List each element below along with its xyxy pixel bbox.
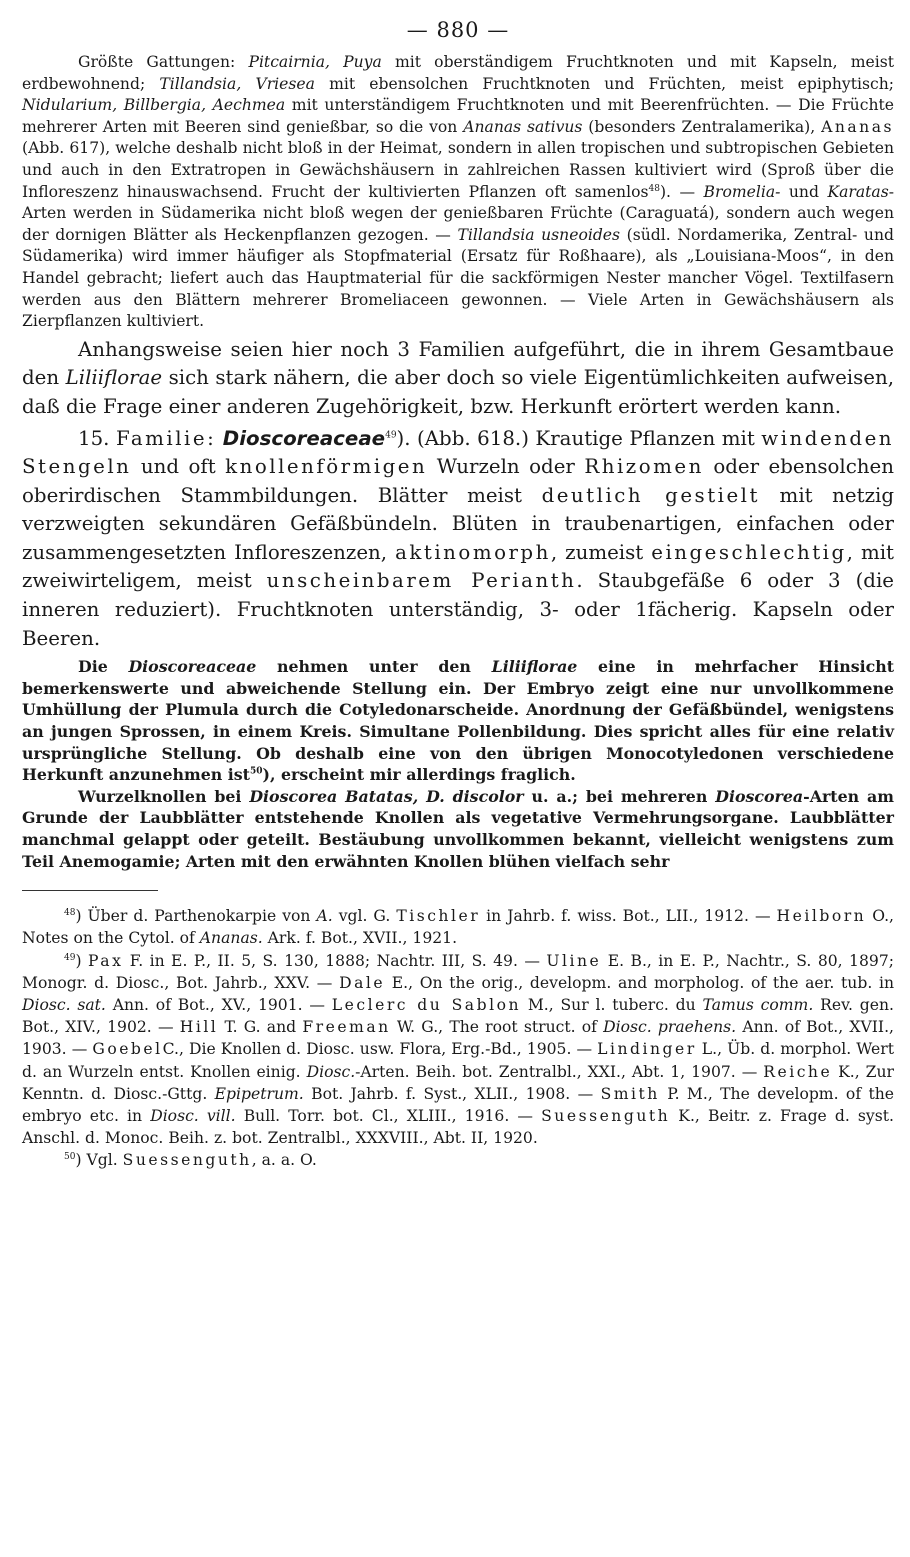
page [22, 18, 894, 1172]
footnote-divider [22, 890, 158, 891]
footnote-50: $^{50}$) Vgl. Suessenguth, a. a. O. [64, 1151, 317, 1170]
footnote-ref-48[interactable]: 48 [648, 183, 660, 194]
page-number: — 880 — [406, 18, 510, 42]
family-name: Dioscoreaceae [222, 426, 386, 450]
footnote-48: $^{48}$) Über d. Parthenokarpie von A. vgl. G. Tischler in Jahrb. f. wiss. Bot., LII., 1912. — Heilborn O., Notes on the Cytol. of Ananas. Ark. f. Bot., XVII., 1921. [22, 907, 895, 948]
paragraph-appendix-families: Anhangsweise seien hier noch 3 Familien aufgeführt, die in ihrem Gesamtbaue den Liliiflorae sich stark nähern, die aber doch so viele Eigentümlichkeiten aufweisen, daß die Frage einer anderen Zugehörigkeit, bzw. Herkunft erörtert werden kann. [22, 337, 894, 418]
paragraph-family-15-dioscoreaceae: 15. Familie: Dioscoreaceae$^{49}$). (Abb. 618.) Krautige Pflanzen mit windenden Stengeln und oft knollenförmigen Wurzeln oder Rhizomen oder ebensolchen oberirdischen Stammbildungen. Blätter meist deutlich gestielt mit netzig verzweigten sekundären Gefäßbündeln. Blüten in traubenartigen, einfachen oder zusammengesetzten Infloreszenzen, aktinomorph, zumeist eingeschlechtig, mit zweiwirteligem, meist unscheinbarem Perianth. Staubgefäße 6 oder 3 (die inneren reduziert). Fruchtknoten unterständig, 3- oder 1fächerig. Kapseln oder Beeren. [22, 426, 895, 650]
footnote-49: $^{49}$) Pax F. in E. P., II. 5, S. 130, 1888; Nachtr. III, S. 49. — Uline E. B., in E. P., Nachtr., S. 80, 1897; Monogr. d. Diosc., Bot. Jahrb., XXV. — Dale E., On the orig., developm. and morpholog. of the aer. tub. in Diosc. sat. Ann. of Bot., XV., 1901. — Leclerc du Sablon M., Sur l. tuberc. du Tamus comm. Rev. gen. Bot., XIV., 1902. — Hill T. G. and Freeman W. G., The root struct. of Diosc. praehens. Ann. of Bot., XVII., 1903. — GoebelC., Die Knollen d. Diosc. usw. Flora, Erg.-Bd., 1905. — Lindinger L., Üb. d. morphol. Wert d. an Wurzeln entst. Knollen einig. Diosc.-Arten. Beih. bot. Zentralbl., XXI., Abt. 1, 1907. — Reiche K., Zur Kenntn. d. Diosc.-Gttg. Epipetrum. Bot. Jahrb. f. Syst., XLII., 1908. — Smith P. M., The developm. of the embryo etc. in Diosc. vill. Bull. Torr. bot. Cl., XLIII., 1916. — Suessenguth K., Beitr. z. Frage d. syst. Anschl. d. Monoc. Beih. z. bot. Zentralbl., XXXVIII., Abt. II, 1920. [22, 951, 895, 1148]
footnote-ref-50[interactable]: 50 [249, 766, 263, 777]
paragraph-dioscoreaceae-position: Die Dioscoreaceae nehmen unter den Liliiflorae eine in mehrfacher Hinsicht bemerkenswerte und abweichende Stellung ein. Der Embryo zeigt eine nur unvollkommene Umhüllung der Plumula durch die Cotyledonarscheide. Anordnung der Gefäßbündel, wenigstens an jungen Sprossen, in einem Kreis. Simultane Pollenbildung. Dies spricht alles für eine relativ ursprüngliche Stellung. Ob deshalb eine von den übrigen Monocotyledonen verschiedene Herkunft anzunehmen ist$^{50}$), erscheint mir allerdings fraglich. [22, 657, 895, 785]
paragraph-root-tubers: Wurzelknollen bei Dioscorea Batatas, D. discolor u. a.; bei mehreren Dioscorea-Arten am Grunde der Laubblätter entstehende Knollen als vegetative Vermehrungsorgane. Laubblätter manchmal gelappt oder geteilt. Bestäubung unvollkommen bekannt, vielleicht wenigstens zum Teil Anemogamie; Arten mit den erwähnten Knollen blühen vielfach sehr [22, 786, 894, 871]
paragraph-bromeliaceae-genera: Größte Gattungen: Pitcairnia, Puya mit oberständigem Fruchtknoten und mit Kapseln, meist erdbewohnend; Tillandsia, Vriesea mit ebensolchen Fruchtknoten und Früchten, meist epiphytisch; Nidularium, Billbergia, Aechmea mit unterständigem Fruchtknoten und mit Beerenfrüchten. — Die Früchte mehrerer Arten mit Beeren sind genießbar, so die von Ananas sativus (besonders Zentralamerika), Ananas (Abb. 617), welche deshalb nicht bloß in der Heimat, sondern in allen tropischen und subtropischen Gebieten und auch in den Extratropen in Gewächshäusern in zahlreichen Rassen kultiviert wird (Sproß über die Infloreszenz hinauswachsend. Frucht der kultivierten Pflanzen oft samenlos$^{48}$). — Bromelia- und Karatas-Arten werden in Südamerika nicht bloß wegen der genießbaren Früchte (Caraguatá), sondern auch wegen der dornigen Blätter als Heckenpflanzen gezogen. — Tillandsia usneoides (südl. Nordamerika, Zentral- und Südamerika) wird immer häufiger als Stopfmaterial (Ersatz für Roßhaare), als „Louisiana-Moos“, in den Handel gebracht; liefert auch das Hauptmaterial für die sackförmigen Nester mancher Vögel. Textilfasern werden aus den Blättern mehrerer Bromeliaceen gewonnen. — Viele Arten in Gewächshäusern als Zierpflanzen kultiviert. [22, 53, 895, 331]
footnote-ref-49[interactable]: 49 [385, 429, 397, 440]
